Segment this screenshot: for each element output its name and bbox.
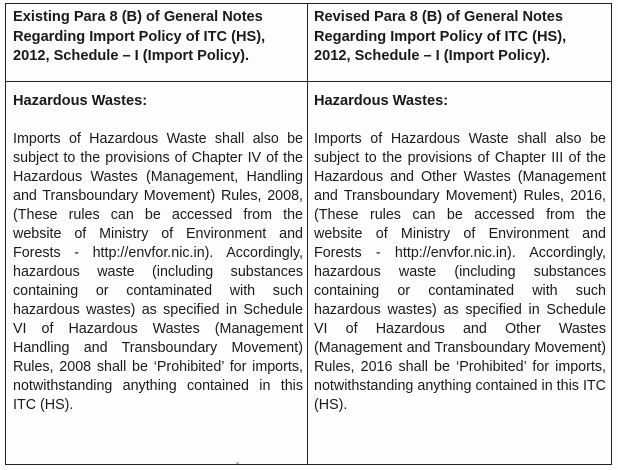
header-row-divider [6, 81, 611, 82]
revised-body-cell [314, 92, 606, 415]
revised-section-title: Hazardous Wastes: [314, 93, 449, 109]
existing-section-title: Hazardous Wastes: [13, 93, 148, 109]
existing-column-heading: Existing Para 8 (B) of General Notes Regarding Import Policy of ITC (HS), 2012, Schedule – I (Import Policy). [13, 9, 266, 64]
revised-paragraph: Imports of Hazardous Waste shall also be subject to the provisions of Chapter III of the Hazardous and Other Wastes (Management and Transboundary Movement) Rules, 2016, (These rules can be accessed from the website of Ministry of Environment and Forests - http://envfor.nic.in). Accordingly, hazardous waste (including substances containing or contaminated with such hazardous wastes) as specified in Schedule VI of Hazardous and Other Wastes (Management and Transboundary Movement) Rules, 2016 shall be ‘Prohibited’ for imports, notwithstanding anything contained in this ITC (HS). [314, 131, 606, 413]
existing-paragraph: Imports of Hazardous Waste shall also be subject to the provisions of Chapter IV of the Hazardous Wastes (Management, Handling and Transboundary Movement) Rules, 2008, (These rules can be accessed from the website of Ministry of Environment and Forests - http://envfor.nic.in). Accordingly, hazardous waste (including substances containing or contaminated with such hazardous wastes) as specified in Schedule VI of Hazardous Wastes (Management Handling and Transboundary Movement) Rules, 2008 shall be ‘Prohibited’ for imports, notwithstanding anything contained in this ITC (HS). [13, 131, 303, 413]
existing-header-cell [13, 8, 303, 67]
existing-body-cell [13, 92, 303, 415]
comparison-table [5, 3, 612, 465]
column-divider [307, 4, 308, 464]
revised-header-cell [314, 8, 606, 67]
scan-speck [236, 462, 239, 464]
revised-column-heading: Revised Para 8 (B) of General Notes Regarding Import Policy of ITC (HS), 2012, Schedule – I (Import Policy). [314, 9, 567, 64]
